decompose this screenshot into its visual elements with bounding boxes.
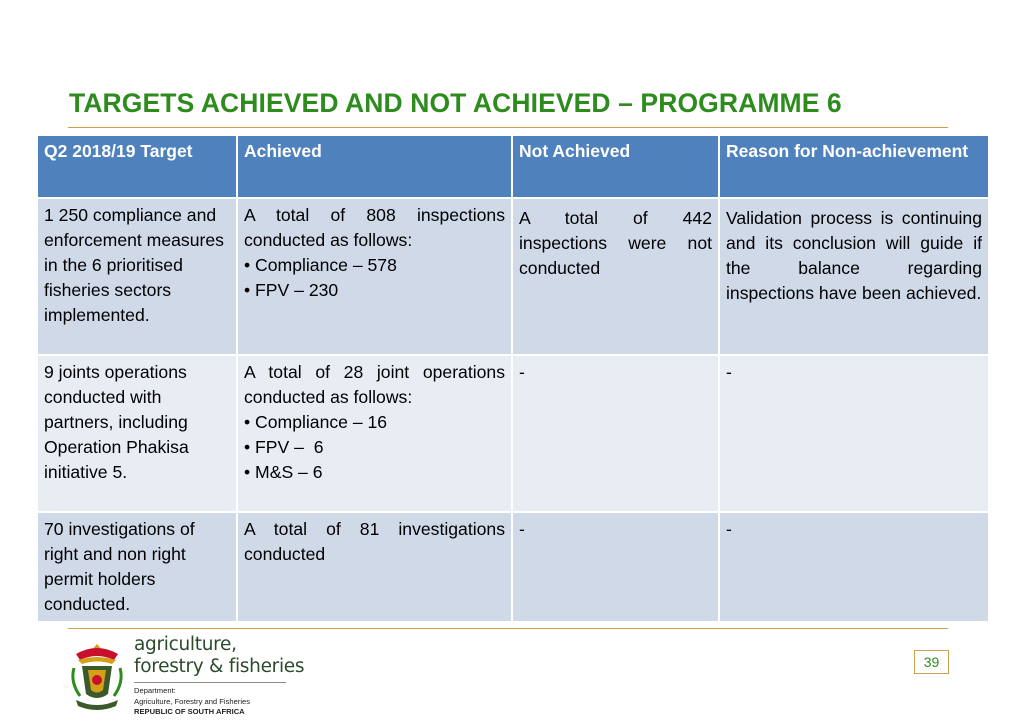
brand-name-line1: agriculture,: [134, 634, 237, 655]
not-achieved-text: -: [519, 519, 525, 539]
reason-cell: [719, 512, 989, 622]
brand-block: [134, 634, 304, 718]
reason-text: -: [726, 362, 732, 382]
target-text: 9 joints operations conducted with partners, including Operation Phakisa initiative 5.: [44, 362, 189, 482]
dept-country: REPUBLIC OF SOUTH AFRICA: [134, 707, 245, 716]
not-achieved-cell: [512, 198, 719, 355]
target-cell: [37, 512, 237, 622]
footer-rule: [68, 628, 948, 629]
achieved-item: • Compliance – 578: [244, 255, 397, 275]
target-text: 1 250 compliance and enforcement measures in the 6 prioritised fisheries sectors implemented.: [44, 205, 224, 325]
reason-cell: [719, 198, 989, 355]
achieved-intro: A total of 808 inspections conducted as follows:: [244, 205, 505, 250]
target-cell: [37, 355, 237, 512]
brand-name-line2: forestry & fisheries: [134, 656, 305, 677]
table-row: [37, 512, 989, 622]
reason-text: Validation process is continuing and its conclusion will guide if the balance regarding inspections have been achieved.: [726, 208, 982, 303]
reason-text: -: [726, 519, 732, 539]
not-achieved-cell: [512, 355, 719, 512]
achieved-item: • FPV – 230: [244, 280, 339, 300]
achieved-cell: [237, 512, 512, 622]
target-text: 70 investigations of right and non right permit holders conducted.: [44, 519, 195, 614]
header-not-achieved: Not Achieved: [512, 135, 719, 198]
achieved-item: • Compliance – 16: [244, 412, 388, 432]
achieved-cell: [237, 355, 512, 512]
table-row: [37, 198, 989, 355]
coat-of-arms-icon: [68, 640, 126, 712]
brand-divider: [134, 682, 286, 683]
achieved-item: • FPV – 6: [244, 437, 324, 457]
header-achieved: Achieved: [237, 135, 512, 198]
header-reason: Reason for Non-achievement: [719, 135, 989, 198]
achieved-cell: [237, 198, 512, 355]
achieved-intro: A total of 28 joint operations conducted as follows:: [244, 362, 505, 407]
achieved-intro: A total of 81 investigations conducted: [244, 519, 505, 564]
page-number: 39: [914, 650, 949, 674]
title-rule: [68, 127, 948, 128]
achieved-item: • M&S – 6: [244, 462, 323, 482]
slide-title: TARGETS ACHIEVED AND NOT ACHIEVED – PROGRAMME 6: [69, 88, 842, 118]
not-achieved-cell: [512, 512, 719, 622]
table-header-row: [37, 135, 989, 198]
header-target: Q2 2018/19 Target: [37, 135, 237, 198]
targets-table: [36, 134, 990, 623]
not-achieved-text: -: [519, 362, 525, 382]
dept-label: Department:: [134, 686, 176, 695]
dept-name: Agriculture, Forestry and Fisheries: [134, 696, 251, 706]
not-achieved-text: A total of 442 inspections were not conducted: [519, 208, 712, 278]
table-row: [37, 355, 989, 512]
target-cell: [37, 198, 237, 355]
reason-cell: [719, 355, 989, 512]
